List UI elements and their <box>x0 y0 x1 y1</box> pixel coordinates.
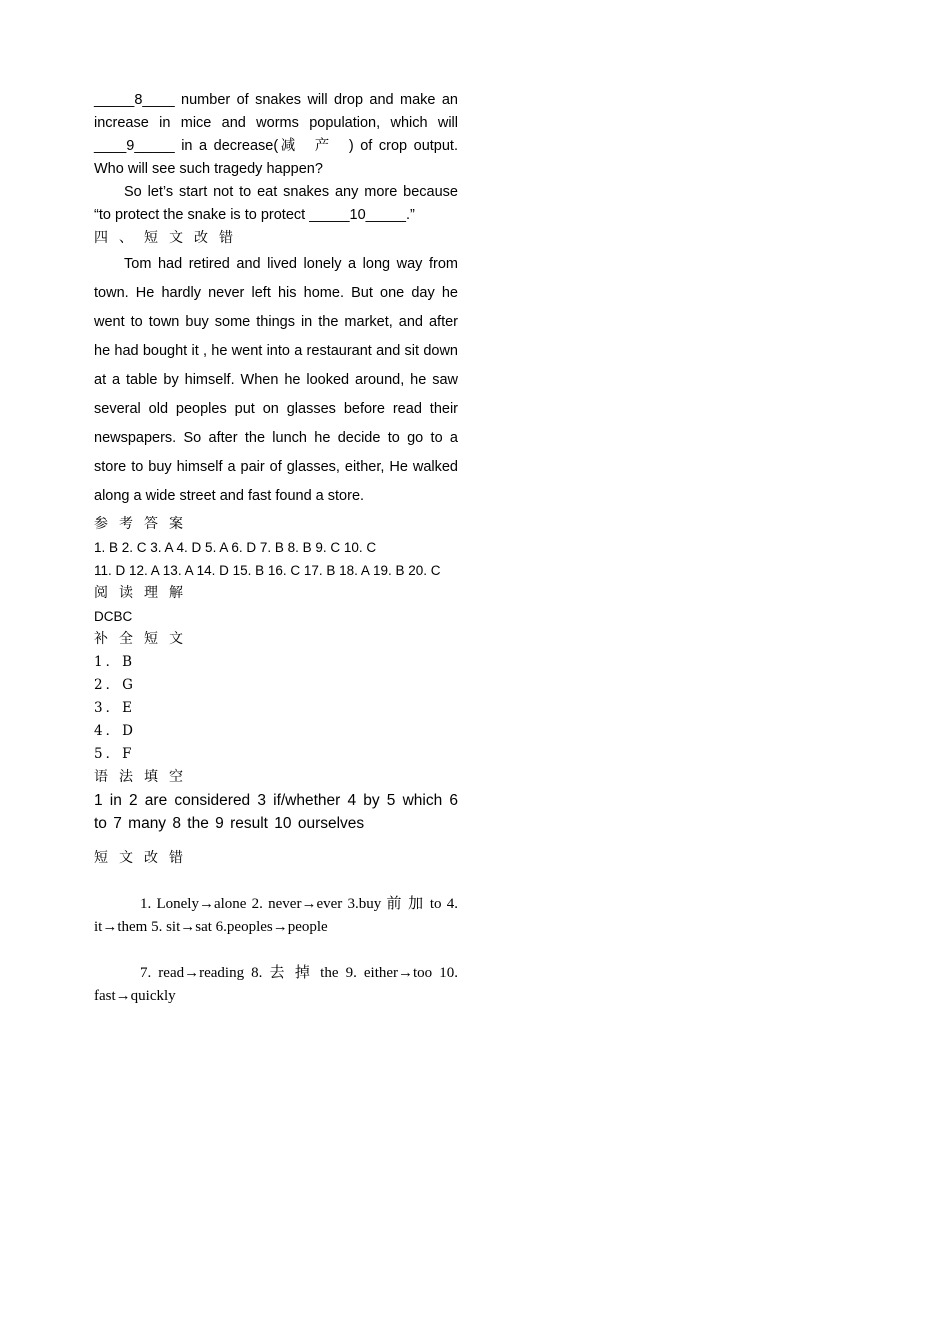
fill-answer-item: 1．B <box>94 654 136 670</box>
grammar-answers: 1 in 2 are considered 3 if/whether 4 by 5 which 6 to 7 many 8 the 9 result 10 ourselves <box>94 792 458 832</box>
section-heading-fill: 补全短文 <box>94 631 194 647</box>
answers-mc-line: 1. B 2. C 3. A 4. D 5. A 6. D 7. B 8. B 9. C 10. C <box>94 540 377 555</box>
answers-mc-line: 11. D 12. A 13. A 14. D 15. B 16. C 17. B 18. A 19. B 20. C <box>94 563 441 578</box>
correction-answers: 7. read→reading 8. 去 掉 the 9. either→too 10. fast→quickly <box>94 965 458 1004</box>
section-heading-correction: 短文改错 <box>94 850 194 866</box>
passage-paragraph: So let’s start not to eat snakes any more because “to protect the snake is to protect _____10_____.” <box>94 184 458 223</box>
error-correction-passage: Tom had retired and lived lonely a long way from town. He hardly never left his home. But one day he went to town buy some things in the market, and after he had bought it , he went into a restaurant and sit down at a table by himself. When he looked around, he saw several old peoples put on glasses before read their newspapers. So after the lunch he decide to go to a store to buy himself a pair of glasses, either, He walked along a wide street and fast found a store. <box>94 256 458 504</box>
section-heading-answers: 参考答案 <box>94 516 194 532</box>
reading-answer: DCBC <box>94 609 133 624</box>
fill-answer-item: 3．E <box>94 700 135 716</box>
passage-paragraph: _____8____ number of snakes will drop and make an increase in mice and worms population, which will ____9_____ in a decrease(减 产 ) of crop output. Who will see such tragedy happen? <box>94 92 458 177</box>
correction-answers: 1. Lonely→alone 2. never→ever 3.buy 前 加 to 4. it→them 5. sit→sat 6.peoples→people <box>94 896 458 935</box>
fill-answer-item: 2．G <box>94 677 136 693</box>
section-heading-reading: 阅读理解 <box>94 585 194 601</box>
fill-answer-item: 5．F <box>94 746 135 762</box>
section-heading-error-correction: 四、短文改错 <box>94 230 244 246</box>
section-heading-grammar: 语法填空 <box>94 769 194 785</box>
document-page <box>94 89 458 1008</box>
fill-answer-item: 4．D <box>94 723 136 739</box>
